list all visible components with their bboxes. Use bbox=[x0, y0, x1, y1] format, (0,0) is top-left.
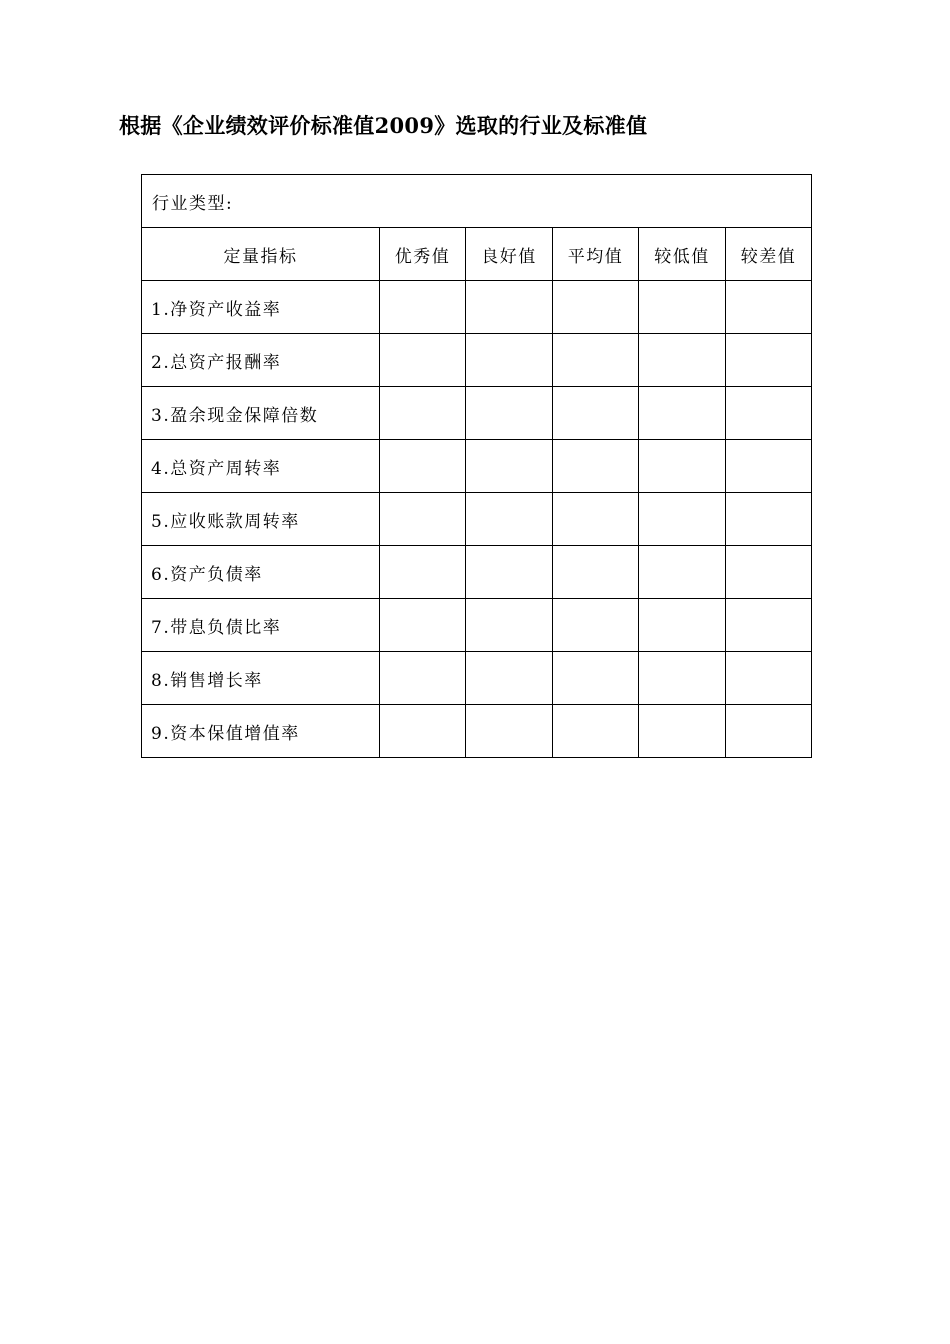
excellent-value-cell[interactable] bbox=[380, 493, 466, 546]
low-value-cell[interactable] bbox=[639, 705, 726, 758]
good-value-cell[interactable] bbox=[466, 387, 553, 440]
low-value-cell[interactable] bbox=[639, 599, 726, 652]
indicator-label: 9.资本保值增值率 bbox=[142, 705, 380, 758]
average-value-cell[interactable] bbox=[553, 334, 639, 387]
industry-type-row bbox=[142, 175, 812, 228]
excellent-value-cell[interactable] bbox=[380, 652, 466, 705]
excellent-value-cell[interactable] bbox=[380, 546, 466, 599]
header-indicator: 定量指标 bbox=[142, 228, 380, 281]
table-row bbox=[142, 440, 812, 493]
header-row bbox=[142, 228, 812, 281]
poor-value-cell[interactable] bbox=[726, 546, 812, 599]
good-value-cell[interactable] bbox=[466, 493, 553, 546]
low-value-cell[interactable] bbox=[639, 546, 726, 599]
average-value-cell[interactable] bbox=[553, 281, 639, 334]
excellent-value-cell[interactable] bbox=[380, 440, 466, 493]
excellent-value-cell[interactable] bbox=[380, 705, 466, 758]
indicator-label: 4.总资产周转率 bbox=[142, 440, 380, 493]
poor-value-cell[interactable] bbox=[726, 705, 812, 758]
average-value-cell[interactable] bbox=[553, 546, 639, 599]
average-value-cell[interactable] bbox=[553, 440, 639, 493]
table-row bbox=[142, 652, 812, 705]
poor-value-cell[interactable] bbox=[726, 334, 812, 387]
excellent-value-cell[interactable] bbox=[380, 387, 466, 440]
table-row bbox=[142, 334, 812, 387]
table-row bbox=[142, 281, 812, 334]
poor-value-cell[interactable] bbox=[726, 652, 812, 705]
table-row bbox=[142, 705, 812, 758]
indicator-label: 5.应收账款周转率 bbox=[142, 493, 380, 546]
average-value-cell[interactable] bbox=[553, 493, 639, 546]
excellent-value-cell[interactable] bbox=[380, 334, 466, 387]
table-row bbox=[142, 493, 812, 546]
header-poor: 较差值 bbox=[726, 228, 812, 281]
poor-value-cell[interactable] bbox=[726, 281, 812, 334]
poor-value-cell[interactable] bbox=[726, 599, 812, 652]
indicator-label: 2.总资产报酬率 bbox=[142, 334, 380, 387]
table-row bbox=[142, 599, 812, 652]
table-row bbox=[142, 387, 812, 440]
indicator-label: 3.盈余现金保障倍数 bbox=[142, 387, 380, 440]
low-value-cell[interactable] bbox=[639, 493, 726, 546]
low-value-cell[interactable] bbox=[639, 440, 726, 493]
low-value-cell[interactable] bbox=[639, 334, 726, 387]
industry-type-cell[interactable]: 行业类型: bbox=[142, 175, 812, 228]
good-value-cell[interactable] bbox=[466, 705, 553, 758]
industry-standards-table bbox=[141, 174, 812, 758]
table-row bbox=[142, 546, 812, 599]
low-value-cell[interactable] bbox=[639, 652, 726, 705]
header-average: 平均值 bbox=[553, 228, 639, 281]
table-body bbox=[142, 175, 812, 758]
good-value-cell[interactable] bbox=[466, 440, 553, 493]
page-title: 根据《企业绩效评价标准值2009》选取的行业及标准值 bbox=[119, 113, 648, 138]
poor-value-cell[interactable] bbox=[726, 387, 812, 440]
indicator-label: 7.带息负债比率 bbox=[142, 599, 380, 652]
average-value-cell[interactable] bbox=[553, 652, 639, 705]
indicator-label: 8.销售增长率 bbox=[142, 652, 380, 705]
average-value-cell[interactable] bbox=[553, 599, 639, 652]
good-value-cell[interactable] bbox=[466, 281, 553, 334]
poor-value-cell[interactable] bbox=[726, 440, 812, 493]
header-low: 较低值 bbox=[639, 228, 726, 281]
good-value-cell[interactable] bbox=[466, 599, 553, 652]
low-value-cell[interactable] bbox=[639, 281, 726, 334]
low-value-cell[interactable] bbox=[639, 387, 726, 440]
excellent-value-cell[interactable] bbox=[380, 599, 466, 652]
good-value-cell[interactable] bbox=[466, 652, 553, 705]
indicator-label: 6.资产负债率 bbox=[142, 546, 380, 599]
header-good: 良好值 bbox=[466, 228, 553, 281]
average-value-cell[interactable] bbox=[553, 705, 639, 758]
indicator-label: 1.净资产收益率 bbox=[142, 281, 380, 334]
excellent-value-cell[interactable] bbox=[380, 281, 466, 334]
header-excellent: 优秀值 bbox=[380, 228, 466, 281]
good-value-cell[interactable] bbox=[466, 546, 553, 599]
average-value-cell[interactable] bbox=[553, 387, 639, 440]
poor-value-cell[interactable] bbox=[726, 493, 812, 546]
good-value-cell[interactable] bbox=[466, 334, 553, 387]
